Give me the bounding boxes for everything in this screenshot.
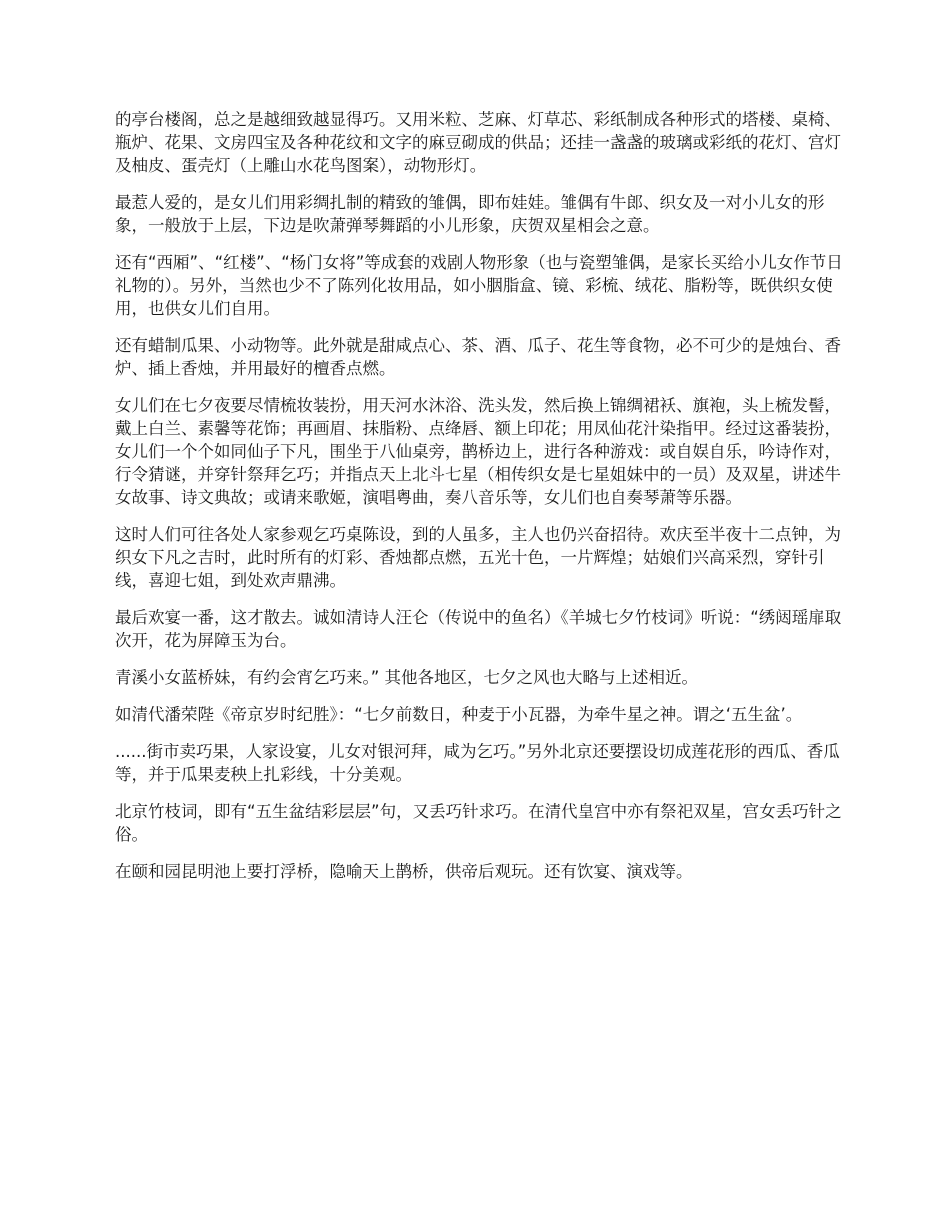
document-body [115, 108, 843, 897]
paragraph: 青溪小女蓝桥妹，有约会宵乞巧来。” 其他各地区，七夕之风也大略与上述相近。 [115, 668, 699, 687]
paragraph: 北京竹枝词，即有“五生盆结彩层层”句，又丢巧针求巧。在清代皇宫中亦有祭祀双星，宫女丢巧针之俗。 [115, 802, 842, 844]
paragraph: ......街市卖巧果，人家设宴，儿女对银河拜，咸为乞巧。”另外北京还要摆设切成莲花形的西瓜、香瓜等，并于瓜果麦秧上扎彩线，十分美观。 [115, 742, 840, 784]
paragraph: 还有蜡制瓜果、小动物等。此外就是甜咸点心、茶、酒、瓜子、花生等食物，必不可少的是烛台、香炉、插上香烛，并用最好的檀香点燃。 [115, 336, 841, 378]
paragraph: 最后欢宴一番，这才散去。诚如清诗人汪仑（传说中的鱼名）《羊城七夕竹枝词》听说：“绣闼瑶扉取次开，花为屏障玉为台。 [115, 608, 842, 650]
paragraph: 在颐和园昆明池上要打浮桥，隐喻天上鹊桥，供帝后观玩。还有饮宴、演戏等。 [115, 862, 693, 881]
paragraph: 如清代潘荣陛《帝京岁时纪胜》：“七夕前数日，种麦于小瓦器，为牵牛星之神。谓之‘五生盆’。 [115, 705, 803, 724]
paragraph: 这时人们可往各处人家参观乞巧桌陈设，到的人虽多，主人也仍兴奋招待。欢庆至半夜十二点钟，为织女下凡之吉时，此时所有的灯彩、香烛都点燃，五光十色，一片辉煌；姑娘们兴高采烈，穿针引线，喜迎七姐，到处欢声鼎沸。 [115, 525, 841, 590]
paragraph: 最惹人爱的，是女儿们用彩绸扎制的精致的雏偶，即布娃娃。雏偶有牛郎、织女及一对小儿女的形象，一般放于上层，下边是吹萧弹琴舞蹈的小儿形象，庆贺双星相会之意。 [115, 193, 825, 235]
paragraph: 还有“西厢”、“红楼”、“杨门女将”等成套的戏剧人物形象（也与瓷塑雏偶，是家长买给小儿女作节日礼物的）。另外，当然也少不了陈列化妆用品，如小胭脂盒、镜、彩梳、绒花、脂粉等，既供织女使用，也供女儿们自用。 [115, 253, 843, 318]
paragraph: 女儿们在七夕夜要尽情梳妆装扮，用天河水沐浴、洗头发，然后换上锦绸裙袄、旗袍，头上梳发髻，戴上白兰、素馨等花饰；再画眉、抹脂粉、点绛唇、额上印花；用凤仙花汁染指甲。经过这番装扮，女儿们一个个如同仙子下凡，围坐于八仙桌旁，鹊桥边上，进行各种游戏：或自娱自乐，吟诗作对，行令猜谜，并穿针祭拜乞巧；并指点天上北斗七星（相传织女是七星姐妹中的一员）及双星，讲述牛女故事、诗文典故；或请来歌姬，演唱粤曲，奏八音乐等，女儿们也自奏琴萧等乐器。 [115, 396, 841, 507]
paragraph: 的亭台楼阁，总之是越细致越显得巧。又用米粒、芝麻、灯草芯、彩纸制成各种形式的塔楼、桌椅、瓶炉、花果、文房四宝及各种花纹和文字的麻豆砌成的供品；还挂一盏盏的玻璃或彩纸的花灯、宫灯及柚皮、蛋壳灯（上雕山水花鸟图案），动物形灯。 [115, 110, 841, 175]
